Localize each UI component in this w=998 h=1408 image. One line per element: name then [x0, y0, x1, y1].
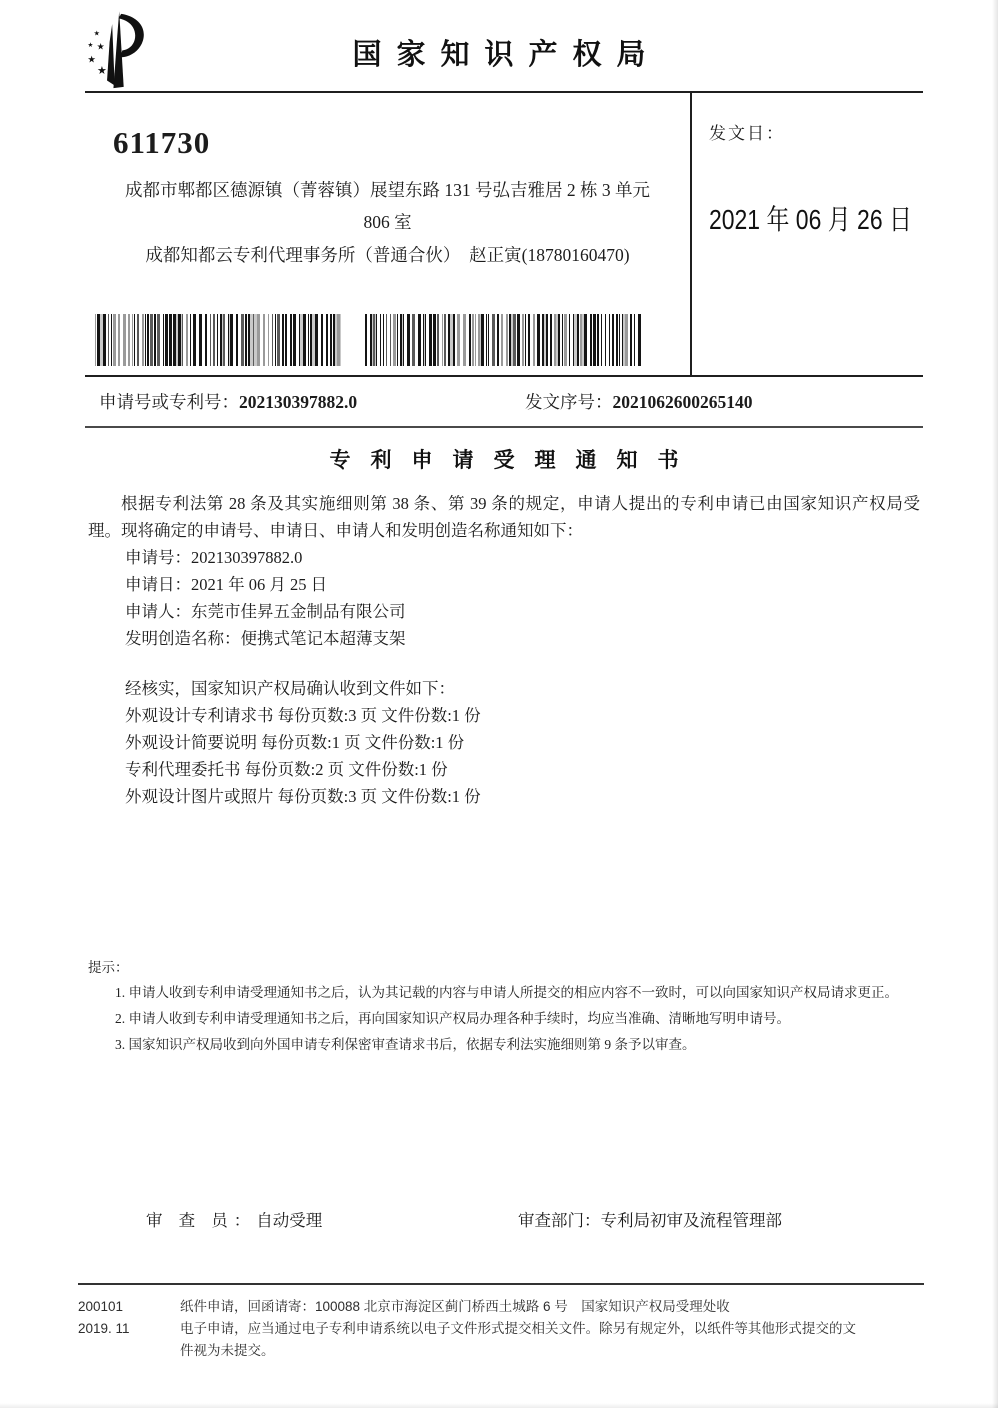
serial-number-value: 2021062600265140: [612, 392, 753, 412]
barcode-application: [95, 314, 341, 366]
received-file-item: 外观设计专利请求书 每份页数:3 页 文件份数:1 份: [125, 706, 481, 725]
department-label: 审查部门：: [518, 1211, 601, 1230]
examiner: [146, 1207, 322, 1231]
received-file-item: 外观设计简要说明 每份页数:1 页 文件份数:1 份: [125, 733, 465, 752]
issue-date-value: 2021 年 06 月 26 日: [709, 204, 912, 235]
barcode-serial: [365, 314, 641, 366]
svg-text:★: ★: [96, 41, 105, 52]
received-intro: 经核实，国家知识产权局确认收到文件如下：: [125, 679, 455, 698]
serial-number-label: 发文序号：: [525, 392, 613, 412]
serial-number: [525, 389, 753, 414]
field-value: 东莞市佳昇五金制品有限公司: [191, 602, 406, 621]
footer-note-paper: 纸件申请，回函请寄：100088 北京市海淀区蓟门桥西土城路 6 号 国家知识产权局受理处收: [180, 1299, 730, 1314]
svg-text:★: ★: [87, 42, 94, 50]
form-date: 2019. 11: [78, 1321, 130, 1336]
issue-date-label: 发文日：: [709, 124, 785, 143]
recipient-address-line1: 成都市郫都区德源镇（菁蓉镇）展望东路 131 号弘吉雅居 2 栋 3 单元: [125, 180, 650, 200]
field-label: 发明创造名称：: [125, 629, 241, 648]
field-value: 2021 年 06 月 25 日: [191, 575, 328, 594]
department: [518, 1207, 782, 1231]
agent-line: 成都知都云专利代理事务所（普通合伙） 赵正寅(18780160470): [145, 245, 630, 265]
field-label: 申请号：: [125, 548, 191, 567]
svg-text:★: ★: [87, 54, 96, 66]
form-code: 200101: [78, 1299, 124, 1314]
field-application-date: [88, 571, 920, 598]
page-footer: [78, 1283, 924, 1362]
field-invention-title: [88, 625, 920, 652]
notice-head-box: [85, 91, 923, 377]
tip-item-1: 1. 申请人收到专利申请受理通知书之后，认为其记载的内容与申请人所提交的相应内容不一致时，可以向国家知识产权局请求更正。: [115, 985, 898, 1000]
svg-text:★: ★: [97, 65, 107, 78]
examiner-value: 自动受理: [256, 1211, 323, 1230]
notice-title: 专利申请受理通知书: [329, 449, 699, 472]
notice-intro: 根据专利法第 28 条及其实施细则第 38 条、第 39 条的规定，申请人提出的专利申请已由国家知识产权局受理。现将确定的申请号、申请日、申请人和发明创造名称通知如下：: [88, 494, 920, 540]
issue-date-block: [690, 93, 956, 375]
reference-row: [85, 377, 923, 428]
signature-row: [88, 1207, 920, 1237]
barcode-row: [85, 314, 690, 366]
footer-notes: [180, 1296, 924, 1362]
recipient-block: [85, 93, 690, 375]
notice-body: [88, 432, 920, 810]
application-number-value: 202130397882.0: [239, 392, 358, 412]
department-value: 专利局初审及流程管理部: [600, 1211, 782, 1230]
field-label: 申请人：: [125, 602, 191, 621]
form-codes: [78, 1296, 180, 1362]
postal-code: 611730: [113, 125, 211, 160]
received-file-item: 专利代理委托书 每份页数:2 页 文件份数:1 份: [125, 760, 448, 779]
recipient-address-line2: 806 室: [363, 212, 412, 232]
tips-label: 提示：: [88, 960, 129, 975]
field-value: 便携式笔记本超薄支架: [240, 629, 406, 648]
application-number: [85, 389, 525, 414]
field-value: 202130397882.0: [191, 548, 303, 567]
field-application-no: [88, 544, 920, 571]
field-label: 申请日：: [125, 575, 191, 594]
received-files-block: [88, 675, 920, 810]
footer-note-electronic: 电子申请，应当通过电子专利申请系统以电子文件形式提交相关文件。除另有规定外，以纸件等其他形式提交的文件视为未提交。: [180, 1321, 856, 1358]
examiner-label: 审 查 员：: [146, 1211, 257, 1230]
agency-title: 国家知识产权局: [352, 39, 661, 71]
field-applicant: [88, 598, 920, 625]
svg-text:★: ★: [93, 29, 100, 38]
tip-item-2: 2. 申请人收到专利申请受理通知书之后，再向国家知识产权局办理各种手续时，均应当准确、清晰地写明申请号。: [115, 1011, 790, 1026]
application-number-label: 申请号或专利号：: [99, 392, 239, 412]
tip-item-3: 3. 国家知识产权局收到向外国申请专利保密审查请求书后，依据专利法实施细则第 9 条予以审查。: [115, 1037, 696, 1052]
received-file-item: 外观设计图片或照片 每份页数:3 页 文件份数:1 份: [125, 787, 481, 806]
tips-section: [88, 956, 930, 1058]
